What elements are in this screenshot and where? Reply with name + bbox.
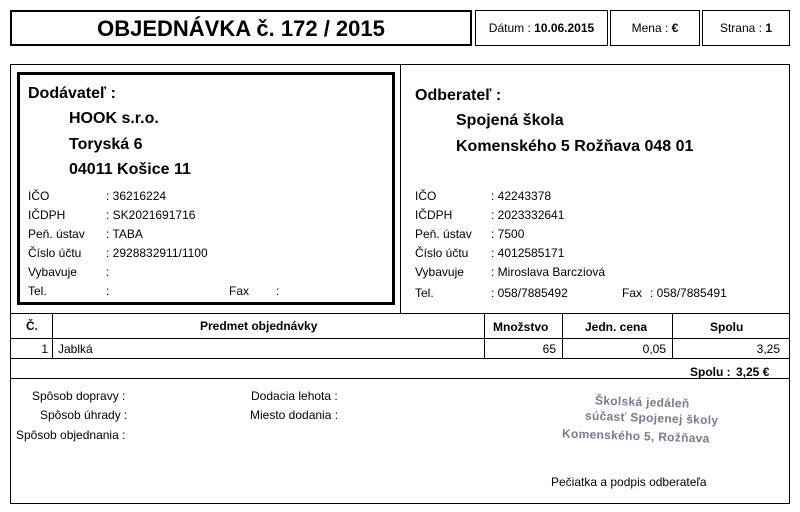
sum-value: 3,25 € <box>736 365 770 379</box>
row-qty: 65 <box>542 342 556 356</box>
document-title: OBJEDNÁVKA č. 172 / 2015 <box>97 16 385 41</box>
currency-label: Mena : <box>631 21 669 35</box>
customer-contact-value: : Miroslava Barcziová <box>491 265 606 279</box>
col-total-header: Spolu <box>710 320 744 334</box>
order-method-label: Spôsob objednania : <box>16 428 126 442</box>
date-label: Dátum : <box>488 21 531 35</box>
row-unit-price: 0,05 <box>642 342 666 356</box>
supplier-bank-label: Peň. ústav <box>28 227 85 241</box>
customer-heading: Odberateľ : <box>415 87 502 104</box>
supplier-account-value: : 2928832911/1100 <box>106 246 208 260</box>
customer-account-label: Číslo účtu <box>415 246 469 260</box>
table-col-rule <box>562 314 563 358</box>
page-box <box>702 10 790 46</box>
supplier-bank-value: : TABA <box>106 227 143 241</box>
row-total: 3,25 <box>756 342 780 356</box>
supplier-fax-value: : <box>276 284 280 298</box>
col-item-header: Predmet objednávky <box>200 319 318 333</box>
customer-tel-label: Tel. <box>415 286 434 300</box>
stamp-line: súčasť Spojenej školy <box>584 408 719 428</box>
supplier-contact-value: : <box>106 265 110 279</box>
customer-address: Komenského 5 Rožňava 048 01 <box>456 138 694 155</box>
row-no: 1 <box>41 342 48 356</box>
col-no-header: Č. <box>26 319 38 333</box>
supplier-icdph-value: : SK2021691716 <box>106 208 196 222</box>
customer-fax-value: : 058/7885491 <box>650 286 727 300</box>
customer-ico-value: : 42243378 <box>491 189 552 203</box>
supplier-city: 04011 Košice 11 <box>69 161 191 178</box>
table-col-rule <box>52 314 53 358</box>
table-sum-rule <box>10 378 790 379</box>
currency-value: € <box>671 21 679 35</box>
customer-icdph-value: : 2023332641 <box>491 208 565 222</box>
supplier-tel-value: : <box>106 284 110 298</box>
signature-label: Pečiatka a podpis odberateľa <box>551 475 707 489</box>
customer-icdph-label: IČDPH <box>415 208 453 222</box>
date-value: 10.06.2015 <box>534 21 595 35</box>
date-box <box>475 10 608 46</box>
col-unit-price-header: Jedn. cena <box>585 320 648 334</box>
page-value: 1 <box>765 21 773 35</box>
customer-ico-label: IČO <box>415 189 437 203</box>
supplier-street: Toryská 6 <box>69 136 143 153</box>
title-box <box>10 10 472 46</box>
supplier-fax-label: Fax <box>229 284 250 298</box>
table-col-rule <box>672 314 673 358</box>
supplier-contact-label: Vybavuje <box>28 265 77 279</box>
table-col-rule <box>484 314 485 358</box>
party-divider <box>400 64 401 313</box>
transport-label: Spôsob dopravy : <box>32 389 126 403</box>
supplier-account-label: Číslo účtu <box>28 246 82 260</box>
customer-bank-value: : 7500 <box>491 227 525 241</box>
payment-label: Spôsob úhrady : <box>40 408 128 422</box>
supplier-icdph-label: IČDPH <box>28 208 66 222</box>
currency-field <box>611 11 699 45</box>
customer-fax-label: Fax <box>622 286 643 300</box>
page-label: Strana : <box>719 21 762 35</box>
customer-account-value: : 4012585171 <box>491 246 565 260</box>
table-header-rule <box>10 338 790 339</box>
col-qty-header: Množstvo <box>493 320 549 334</box>
supplier-ico-label: IČO <box>28 189 50 203</box>
currency-box <box>610 10 700 46</box>
row-item: Jablká <box>58 342 93 356</box>
stamp-line: Komenského 5, Rožňava <box>561 426 710 446</box>
customer-tel-value: : 058/7885492 <box>491 286 568 300</box>
delivery-place-label: Miesto dodania : <box>250 408 339 422</box>
stamp-line: Školská jedáleň <box>594 393 690 411</box>
customer-name: Spojená škola <box>456 112 564 129</box>
customer-bank-label: Peň. ústav <box>415 227 472 241</box>
customer-contact-label: Vybavuje <box>415 265 464 279</box>
table-row-rule <box>10 358 790 359</box>
delivery-term-label: Dodacia lehota : <box>251 389 338 403</box>
supplier-tel-label: Tel. <box>28 284 47 298</box>
party-table-divider <box>10 313 790 314</box>
supplier-heading: Dodávateľ : <box>28 85 116 102</box>
sum-label: Spolu : <box>690 365 731 379</box>
supplier-name: HOOK s.r.o. <box>69 110 159 127</box>
page-field <box>703 11 789 45</box>
supplier-ico-value: : 36216224 <box>106 189 167 203</box>
date-field <box>476 11 607 45</box>
